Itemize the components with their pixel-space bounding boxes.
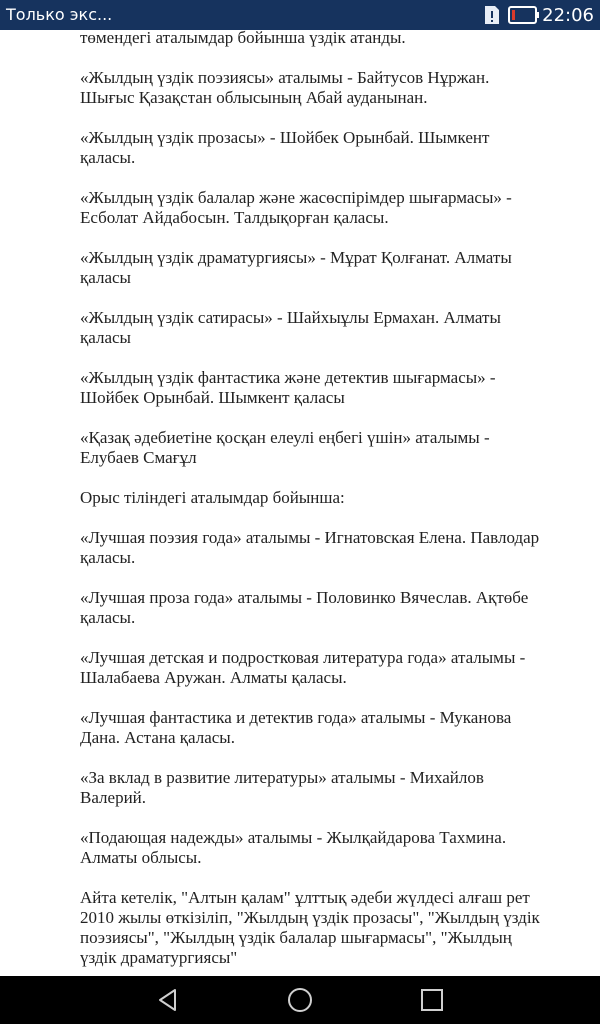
paragraph: «Лучшая поэзия года» аталымы - Игнатовская Елена. Павлодар қаласы. <box>80 528 540 567</box>
status-bar <box>0 0 600 30</box>
navigation-bar <box>0 976 600 1024</box>
paragraph: төмендегі аталымдар бойынша үздік атанды. <box>80 30 406 47</box>
paragraph: «Жылдың үздік фантастика және детектив шығармасы» - Шойбек Орынбай. Шымкент қаласы <box>80 368 496 407</box>
article-view[interactable] <box>0 30 600 976</box>
paragraph: «Жылдың үздік прозасы» - Шойбек Орынбай. Шымкент қаласы. <box>80 128 490 167</box>
article-text <box>80 30 540 968</box>
back-button[interactable] <box>138 976 198 1024</box>
paragraph: Айта кетелік, "Алтын қалам" ұлттық әдеби жүлдесі алғаш рет 2010 жылы өткізіліп, "Жылдың үздік прозасы", "Жылдың үздік поэзиясы", "Жылдың үздік балалар шығармасы", "Жылдың үздік драматургиясы" <box>80 888 540 967</box>
paragraph: «Жылдың үздік сатирасы» - Шайхыұлы Ермахан. Алматы қаласы <box>80 308 501 347</box>
battery-icon <box>508 6 540 24</box>
paragraph: «Лучшая фантастика и детектив года» аталымы - Муканова Дана. Астана қаласы. <box>80 708 512 747</box>
paragraph: Орыс тіліндегі аталымдар бойынша: <box>80 488 345 507</box>
sim-alert-icon <box>483 5 501 25</box>
home-button[interactable] <box>270 976 330 1024</box>
clock: 22:06 <box>542 5 594 26</box>
paragraph: «Лучшая проза года» аталымы - Половинко Вячеслав. Ақтөбе қаласы. <box>80 588 529 627</box>
paragraph: «За вклад в развитие литературы» аталымы - Михайлов Валерий. <box>80 768 484 807</box>
paragraph: «Лучшая детская и подростковая литература года» аталымы - Шалабаева Аружан. Алматы қаласы. <box>80 648 526 687</box>
paragraph: «Жылдың үздік балалар және жасөспірімдер шығармасы» - Есболат Айдабосын. Талдықорған қаласы. <box>80 188 512 227</box>
notification-text: Только экс... <box>6 5 113 24</box>
paragraph: «Қазақ әдебиетіне қосқан елеулі еңбегі үшін» аталымы - Елубаев Смағұл <box>80 428 490 467</box>
paragraph: «Жылдың үздік поэзиясы» аталымы - Байтусов Нұржан. Шығыс Қазақстан облысының Абай ауданынан. <box>80 68 490 107</box>
recents-button[interactable] <box>402 976 462 1024</box>
paragraph: «Жылдың үздік драматургиясы» - Мұрат Қолғанат. Алматы қаласы <box>80 248 512 287</box>
paragraph: «Подающая надежды» аталымы - Жылқайдарова Тахмина. Алматы облысы. <box>80 828 507 867</box>
